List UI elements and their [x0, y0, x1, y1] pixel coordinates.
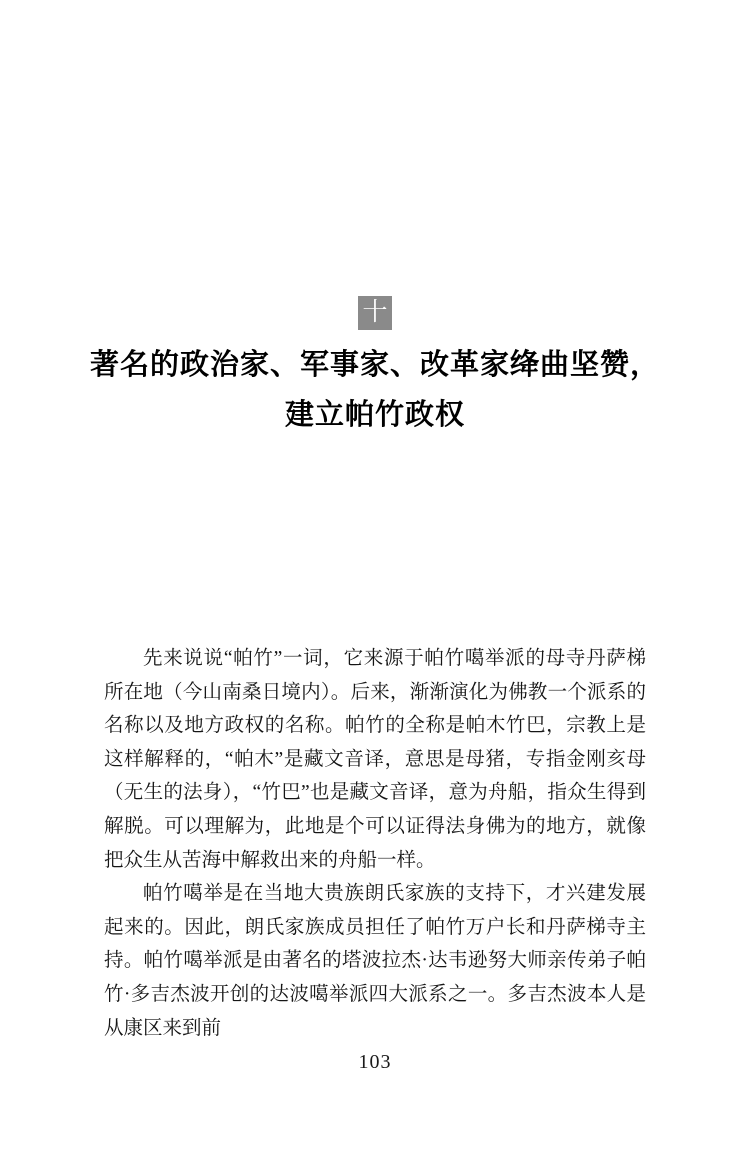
body-text	[104, 642, 646, 1045]
chapter-title	[0, 340, 750, 440]
page-number: 103	[358, 1051, 392, 1073]
chapter-number-badge: 十	[358, 296, 392, 330]
paragraph-1: 先来说说“帕竹”一词，它来源于帕竹噶举派的母寺丹萨梯所在地（今山南桑日境内）。后来，渐渐演化为佛教一个派系的名称以及地方政权的名称。帕竹的全称是帕木竹巴，宗教上是这样解释的，“帕木”是藏文音译，意思是母猪，专指金刚亥母（无生的法身），“竹巴”也是藏文音译，意为舟船，指众生得到解脱。可以理解为，此地是个可以证得法身佛为的地方，就像把众生从苦海中解救出来的舟船一样。	[104, 648, 646, 871]
paragraph-2: 帕竹噶举是在当地大贵族朗氏家族的支持下，才兴建发展起来的。因此，朗氏家族成员担任了帕竹万户长和丹萨梯寺主持。帕竹噶举派是由著名的塔波拉杰·达韦逊努大师亲传弟子帕竹·多吉杰波开创的达波噶举派四大派系之一。多吉杰波本人是从康区来到前	[104, 883, 646, 1039]
chapter-title-line-1: 著名的政治家、军事家、改革家绛曲坚赞，	[89, 349, 660, 381]
chapter-title-line-2: 建立帕竹政权	[284, 399, 465, 431]
